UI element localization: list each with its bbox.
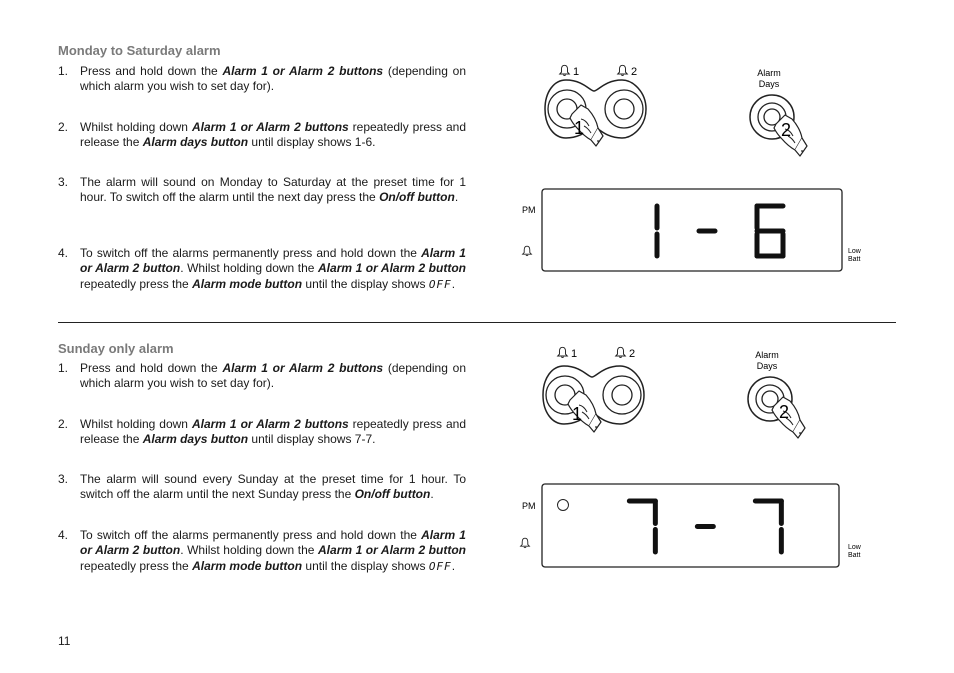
text-run: repeatedly press and release the [80, 120, 467, 150]
figure-sunday [521, 347, 862, 567]
step-number: 4. [58, 528, 69, 542]
button-name: Alarm 1 or Alarm 2 buttons [222, 361, 384, 375]
step-number: 1. [58, 64, 69, 78]
text-run: Whilst holding down [80, 120, 192, 134]
alarm1-label: 1 [573, 66, 580, 78]
lcd-display [542, 189, 842, 271]
text-run: . [451, 558, 456, 573]
button-name: Alarm 1 or Alarm 2 button [80, 246, 466, 276]
button-name: On/off button [379, 190, 455, 205]
display-text-off: OFF [428, 277, 452, 291]
text-run: . Whilst holding down the [180, 543, 319, 558]
alarm2-label: 2 [631, 66, 638, 78]
step-number: 3. [58, 175, 69, 189]
button-name: On/off button [354, 487, 431, 502]
low-batt-batt: Batt [848, 552, 861, 559]
alarm1-label: 1 [571, 348, 578, 360]
text-run: Press and hold down the [80, 64, 223, 78]
alarm-2-button-center [612, 385, 632, 405]
text-run: until display shows 1-6. [248, 135, 376, 150]
step-number: 2. [58, 417, 69, 431]
text-run: . [451, 276, 456, 291]
button-name: Alarm 1 or Alarm 2 button [318, 261, 466, 276]
step-finger-number: 2 [781, 120, 792, 140]
button-name: Alarm 1 or Alarm 2 buttons [191, 417, 349, 431]
bell-icon [560, 65, 570, 75]
step-number: 1. [58, 361, 69, 375]
text-run: Press and hold down the [80, 361, 223, 375]
step-finger-number: 2 [779, 402, 790, 422]
text-run: To switch off the alarms permanently press and hold down the [80, 246, 422, 260]
pm-indicator: PM [522, 501, 536, 511]
button-name: Alarm 1 or Alarm 2 button [80, 528, 466, 558]
alarm-2-button-center [614, 99, 634, 119]
text-run: The alarm will sound on Monday to Saturday at the preset time for 1 hour. To switch off the alarm until the next day press the [80, 175, 466, 205]
bell-icon [616, 347, 626, 357]
step-finger-number: 1 [572, 404, 583, 424]
figure-monday-saturday [522, 65, 862, 271]
bell-icon [618, 65, 628, 75]
step-finger-number: 1 [574, 118, 585, 138]
alarm2-label: 2 [629, 348, 636, 360]
button-name: Alarm mode button [192, 276, 303, 291]
low-batt-batt: Batt [848, 256, 861, 263]
text-run: The alarm will sound every Sunday at the preset time for 1 hour. To switch off the alarm until the next Sunday press the [80, 472, 466, 502]
text-run: repeatedly press the [80, 558, 193, 573]
alarm-days-label-1: Alarm [757, 68, 781, 78]
text-run: repeatedly press and release the [80, 417, 467, 447]
alarm-indicator-bell-icon [523, 246, 532, 255]
alarm-indicator-bell-icon [521, 538, 530, 547]
lcd-display [542, 484, 839, 567]
button-name: Alarm mode button [192, 558, 303, 573]
text-run: until the display shows [302, 276, 429, 291]
pm-indicator: PM [522, 205, 536, 215]
step-number: 3. [58, 472, 69, 486]
text-run: . [454, 190, 459, 205]
button-name: Alarm 1 or Alarm 2 buttons [191, 120, 349, 134]
text-run: To switch off the alarms permanently press and hold down the [80, 528, 422, 542]
page-number: 11 [58, 634, 71, 648]
button-name: Alarm 1 or Alarm 2 button [318, 543, 466, 558]
text-run: . [430, 487, 434, 502]
text-run: (depending on which alarm you wish to set day for). [80, 64, 466, 94]
text-run: Whilst holding down [80, 417, 192, 431]
text-run: repeatedly press the [80, 276, 193, 291]
step-number: 2. [58, 120, 69, 134]
alarm-days-label-1: Alarm [755, 350, 779, 360]
section-title-monday-saturday: Monday to Saturday alarm [58, 43, 221, 58]
button-name: Alarm 1 or Alarm 2 buttons [222, 64, 384, 78]
text-run: until the display shows [302, 558, 429, 573]
alarm-days-label-2: Days [758, 79, 780, 89]
display-text-off: OFF [428, 559, 452, 573]
section-title-sunday: Sunday only alarm [58, 341, 174, 356]
text-run: (depending on which alarm you wish to set day for). [80, 361, 466, 391]
alarm-days-label-2: Days [756, 361, 778, 371]
button-name: Alarm days button [142, 135, 249, 150]
text-run: . Whilst holding down the [180, 261, 319, 276]
text-run: until display shows 7-7. [248, 432, 376, 447]
bell-icon [558, 347, 568, 357]
button-name: Alarm days button [142, 432, 249, 447]
low-batt-low: Low [848, 544, 861, 551]
low-batt-low: Low [848, 248, 861, 255]
step-number: 4. [58, 246, 69, 260]
